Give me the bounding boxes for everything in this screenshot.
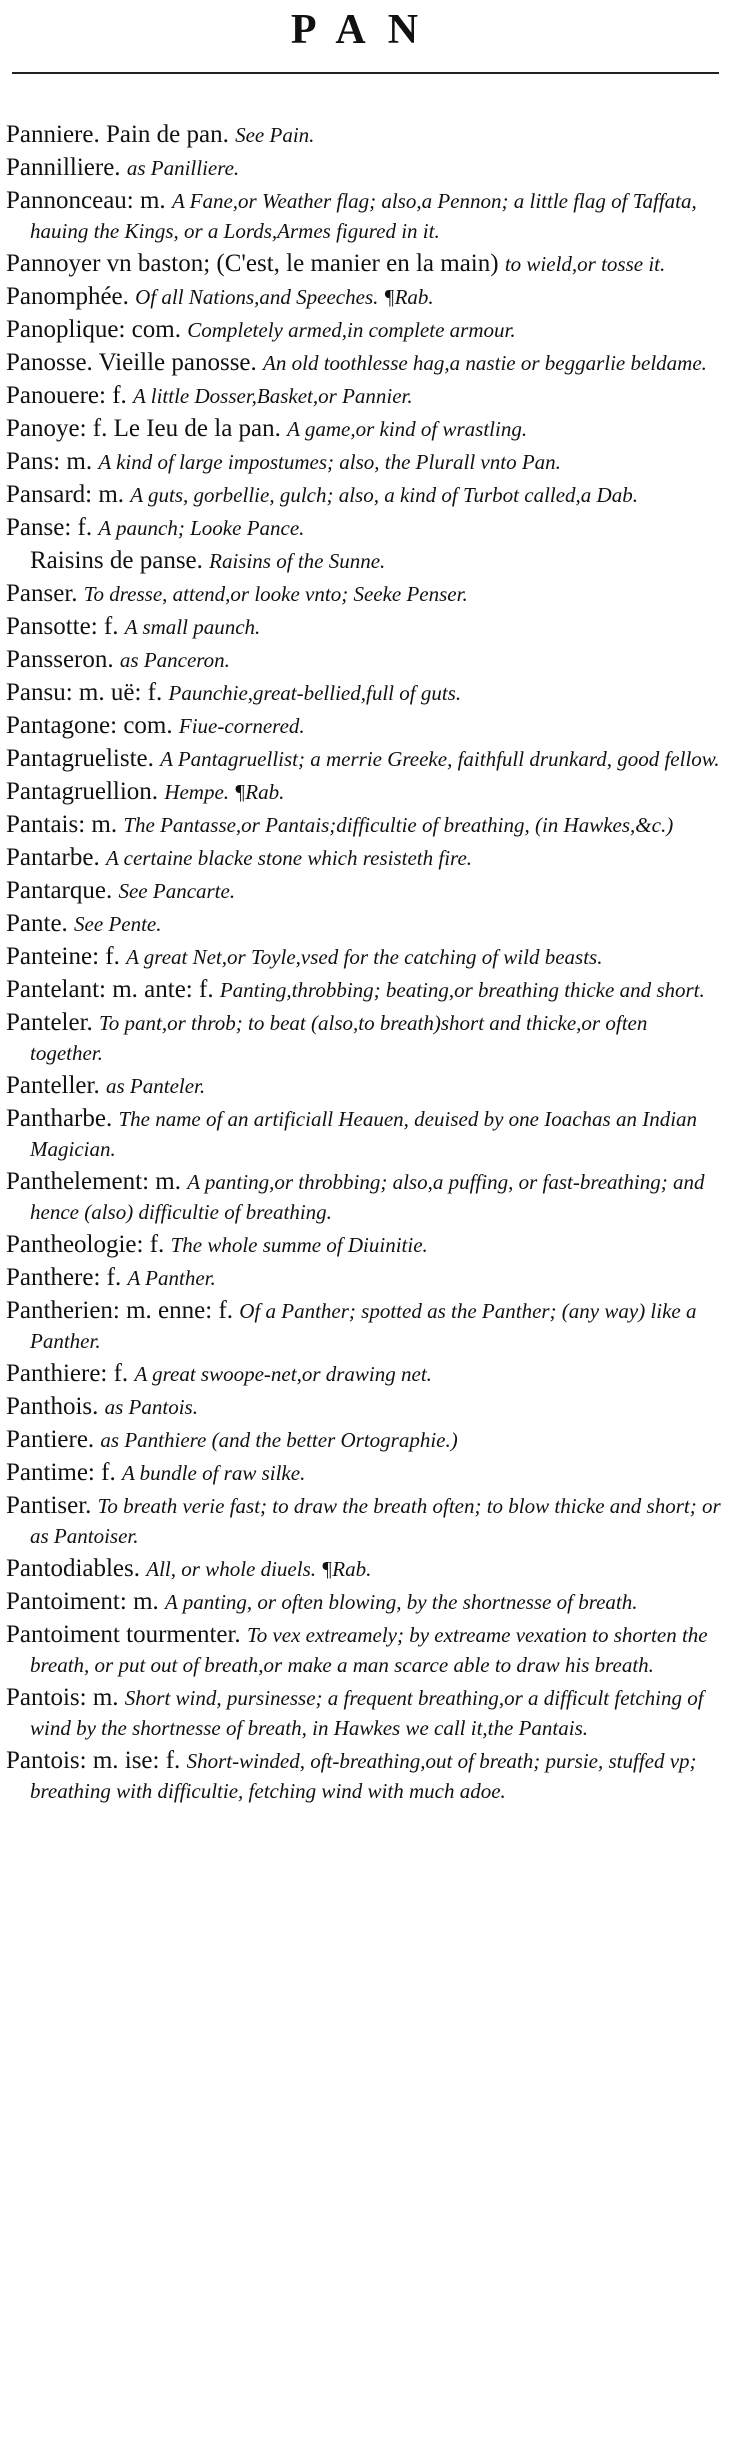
dictionary-entry — [6, 1359, 722, 1389]
entry-definition: See Pente. — [74, 912, 162, 936]
dictionary-entry — [6, 249, 722, 279]
entry-definition: Hempe. ¶Rab. — [164, 780, 285, 804]
entry-headword: Panoplique: com. — [6, 316, 181, 343]
entry-definition: Raisins of the Sunne. — [209, 549, 386, 573]
entry-headword: Pans: m. — [6, 448, 93, 475]
dictionary-entry — [6, 1008, 722, 1068]
dictionary-entry — [6, 1458, 722, 1488]
entry-definition: A great swoope-net,or drawing net. — [134, 1362, 432, 1386]
header-rule — [12, 72, 719, 74]
entry-definition: Short wind, pursinesse; a frequent breathing,or a difficult fetching of wind by the shortnesse of breath, in Hawkes we call it,the Pantais. — [30, 1686, 704, 1740]
entry-headword: Panniere. Pain de pan. — [6, 121, 229, 148]
entry-headword: Pansotte: f. — [6, 613, 119, 640]
dictionary-entry — [6, 612, 722, 642]
entry-headword: Pantagrueliste. — [6, 745, 154, 772]
dictionary-entry — [6, 1491, 722, 1551]
entry-headword: Raisins de panse. — [30, 547, 203, 574]
entry-definition: A Pantagruellist; a merrie Greeke, faithfull drunkard, good fellow. — [160, 747, 720, 771]
entry-headword: Panse: f. — [6, 514, 93, 541]
entry-definition: A certaine blacke stone which resisteth fire. — [105, 846, 473, 870]
entry-definition: All, or whole diuels. ¶Rab. — [146, 1557, 372, 1581]
dictionary-entry — [6, 1071, 722, 1101]
entry-definition: See Pain. — [235, 123, 315, 147]
entry-headword: Panthiere: f. — [6, 1360, 129, 1387]
dictionary-entry — [6, 1554, 722, 1584]
entry-headword: Pantiser. — [6, 1492, 92, 1519]
entry-headword: Panomphée. — [6, 283, 129, 310]
dictionary-entry — [6, 480, 722, 510]
entry-headword: Panteine: f. — [6, 943, 120, 970]
entry-headword: Pansseron. — [6, 646, 114, 673]
entry-headword: Pannonceau: m. — [6, 187, 166, 214]
dictionary-entry — [6, 1263, 722, 1293]
entry-list — [6, 120, 722, 1809]
entry-definition: The Pantasse,or Pantais;difficultie of breathing, (in Hawkes,&c.) — [123, 813, 674, 837]
entry-definition: A bundle of raw silke. — [121, 1461, 306, 1485]
dictionary-entry — [6, 909, 722, 939]
entry-headword: Pantarque. — [6, 877, 113, 904]
entry-headword: Panteller. — [6, 1072, 100, 1099]
entry-definition: To pant,or throb; to beat (also,to breath)short and thicke,or often together. — [30, 1011, 648, 1065]
dictionary-entry — [6, 414, 722, 444]
entry-definition: A great Net,or Toyle,vsed for the catching of wild beasts. — [126, 945, 603, 969]
dictionary-entry — [6, 711, 722, 741]
entry-headword: Pansard: m. — [6, 481, 125, 508]
dictionary-entry — [6, 810, 722, 840]
dictionary-entry — [6, 315, 722, 345]
entry-headword: Pansu: m. uë: f. — [6, 679, 163, 706]
dictionary-entry — [6, 975, 722, 1005]
entry-definition: The whole summe of Diuinitie. — [170, 1233, 428, 1257]
entry-definition: Of all Nations,and Speeches. ¶Rab. — [135, 285, 434, 309]
entry-headword: Panouere: f. — [6, 382, 127, 409]
entry-headword: Pantime: f. — [6, 1459, 116, 1486]
entry-definition: Panting,throbbing; beating,or breathing thicke and short. — [219, 978, 705, 1002]
dictionary-entry — [6, 153, 722, 183]
dictionary-entry — [6, 678, 722, 708]
entry-definition: Short-winded, oft-breathing,out of breath; pursie, stuffed vp; breathing with difficultie, fetching wind with much adoe. — [30, 1749, 697, 1803]
entry-definition: A panting,or throbbing; also,a puffing, or fast-breathing; and hence (also) difficultie of breathing. — [30, 1170, 705, 1224]
entry-headword: Pannoyer vn baston; (C'est, le manier en la main) — [6, 250, 499, 277]
dictionary-entry — [6, 1230, 722, 1260]
entry-headword: Pannilliere. — [6, 154, 121, 181]
dictionary-entry — [6, 777, 722, 807]
dictionary-entry — [6, 744, 722, 774]
page-header: PAN — [290, 7, 441, 53]
entry-headword: Pantoiment: m. — [6, 1588, 159, 1615]
entry-definition: Paunchie,great-bellied,full of guts. — [168, 681, 462, 705]
entry-definition: The name of an artificiall Heauen, deuised by one Ioachas an Indian Magician. — [30, 1107, 698, 1161]
entry-headword: Panthere: f. — [6, 1264, 122, 1291]
entry-headword: Panosse. Vieille panosse. — [6, 349, 257, 376]
entry-headword: Panthelement: m. — [6, 1168, 181, 1195]
dictionary-entry — [6, 1104, 722, 1164]
entry-definition: To vex extreamely; by extreame vexation to shorten the breath, or put out of breath,or make a man scarce able to draw his breath. — [30, 1623, 708, 1677]
dictionary-entry — [6, 1587, 722, 1617]
entry-headword: Pantharbe. — [6, 1105, 113, 1132]
entry-definition: as Panteler. — [105, 1074, 206, 1098]
dictionary-entry — [6, 942, 722, 972]
dictionary-entry — [6, 1167, 722, 1227]
entry-definition: A guts, gorbellie, gulch; also, a kind of Turbot called,a Dab. — [130, 483, 638, 507]
dictionary-entry — [6, 645, 722, 675]
entry-definition: A game,or kind of wrastling. — [287, 417, 528, 441]
entry-headword: Pantais: m. — [6, 811, 118, 838]
entry-headword: Panthois. — [6, 1393, 99, 1420]
entry-headword: Pantoiment tourmenter. — [6, 1621, 241, 1648]
dictionary-entry — [6, 186, 722, 246]
dictionary-entry — [6, 1620, 722, 1680]
entry-definition: A panting, or often blowing, by the shortnesse of breath. — [165, 1590, 638, 1614]
entry-definition: Completely armed,in complete armour. — [187, 318, 516, 342]
entry-headword: Pantodiables. — [6, 1555, 141, 1582]
entry-headword: Pantiere. — [6, 1426, 95, 1453]
dictionary-entry — [6, 1683, 722, 1743]
dictionary-entry — [6, 120, 722, 150]
entry-headword: Pantagruellion. — [6, 778, 159, 805]
dictionary-entry — [6, 1296, 722, 1356]
entry-definition: To breath verie fast; to draw the breath often; to blow thicke and short; or as Pantoiser. — [30, 1494, 721, 1548]
entry-headword: Panser. — [6, 580, 78, 607]
entry-headword: Pantois: m. — [6, 1684, 119, 1711]
dictionary-entry — [6, 381, 722, 411]
entry-definition: An old toothlesse hag,a nastie or beggarlie beldame. — [263, 351, 707, 375]
entry-headword: Pantherien: m. enne: f. — [6, 1297, 234, 1324]
entry-headword: Panoye: f. Le Ieu de la pan. — [6, 415, 281, 442]
entry-definition: A little Dosser,Basket,or Pannier. — [133, 384, 413, 408]
dictionary-entry — [6, 843, 722, 873]
dictionary-entry — [6, 513, 722, 543]
dictionary-entry — [6, 447, 722, 477]
entry-definition: A Fane,or Weather flag; also,a Pennon; a little flag of Taffata, hauing the Kings, or a Lords,Armes figured in it. — [30, 189, 697, 243]
entry-headword: Panteler. — [6, 1009, 93, 1036]
dictionary-entry — [6, 876, 722, 906]
dictionary-entry — [6, 348, 722, 378]
entry-headword: Pantarbe. — [6, 844, 100, 871]
entry-definition: as Panceron. — [119, 648, 230, 672]
dictionary-entry — [6, 546, 722, 576]
entry-definition: To dresse, attend,or looke vnto; Seeke Penser. — [83, 582, 468, 606]
dictionary-entry — [6, 282, 722, 312]
dictionary-entry — [6, 1746, 722, 1806]
entry-definition: Fiue-cornered. — [178, 714, 305, 738]
dictionary-entry — [6, 1425, 722, 1455]
entry-definition: See Pancarte. — [118, 879, 236, 903]
dictionary-entry — [6, 1392, 722, 1422]
entry-definition: A paunch; Looke Pance. — [98, 516, 305, 540]
entry-definition: Of a Panther; spotted as the Panther; (any way) like a Panther. — [30, 1299, 697, 1353]
entry-definition: as Pantois. — [104, 1395, 198, 1419]
entry-definition: as Panthiere (and the better Ortographie.) — [100, 1428, 458, 1452]
entry-definition: as Panilliere. — [126, 156, 240, 180]
entry-definition: A kind of large impostumes; also, the Plurall vnto Pan. — [98, 450, 561, 474]
dictionary-entry — [6, 579, 722, 609]
entry-definition: to wield,or tosse it. — [504, 252, 666, 276]
entry-headword: Pantheologie: f. — [6, 1231, 165, 1258]
entry-headword: Pantelant: m. ante: f. — [6, 976, 214, 1003]
entry-headword: Pantois: m. ise: f. — [6, 1747, 181, 1774]
entry-definition: A small paunch. — [124, 615, 261, 639]
entry-definition: A Panther. — [127, 1266, 216, 1290]
entry-headword: Pante. — [6, 910, 68, 937]
entry-headword: Pantagone: com. — [6, 712, 173, 739]
